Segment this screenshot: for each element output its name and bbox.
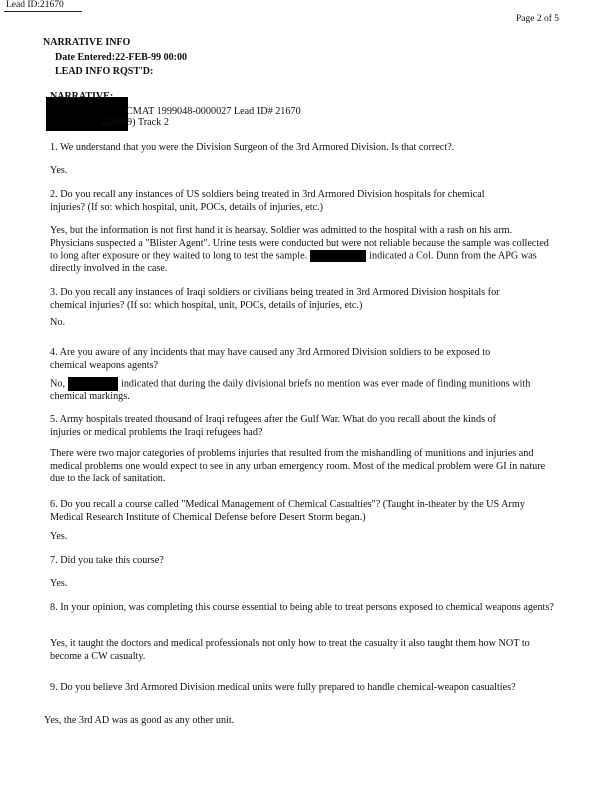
question-8: 8. In your opinion, was completing this course essential to being able to treat persons exposed to chemical weapons agents? [50,602,554,613]
answer-4-text: indicated that during the daily divisional briefs no mention was ever made of finding munitions with chemical markings. [50,378,531,402]
question-6: 6. Do you recall a course called "Medical Management of Chemical Casualties"? (Taught in-theater by the US Army Medical Research Institute of Chemical Defense before Desert Storm began.) [50,499,525,523]
lead-info-requested: LEAD INFO RQST'D: [55,66,154,77]
answer-1: Yes. [50,165,68,176]
answer-3: No. [50,317,65,328]
lead-id-label: Lead ID:21670 [6,0,64,10]
answer-4 [50,377,550,404]
answer-2-text: Yes, but the information is not first hand it is hearsay. Soldier was admitted to the hospital with a rash on his arm. Physicians suspected a "Blister Agent". Urine tests were conducted but were not reliable because the sample was collected to long after exposure or they waited to long to test the sample. [50,225,549,262]
answer-9: Yes, the 3rd AD was as good as any other unit. [44,715,235,726]
page-number: Page 2 of 5 [516,14,560,24]
question-7: 7. Did you take this course? [50,555,164,566]
answer-2-tail: indicated a Col. Dunn from the APG was directly involved in the case. [50,250,537,274]
redaction-block [86,103,122,113]
answer-4-head: No, [50,378,65,390]
track-line: 2/20/99) Track 2 [101,117,169,128]
narrative-info-title: NARRATIVE INFO [43,37,131,48]
answer-5: There were two major categories of problems injuries that resulted from the mishandling of munitions and injuries and medical problems one would expect to see in any urban emergency room. Most of the medical problem were GI in nature due to the lack of sanitation. [50,448,546,484]
question-3: 3. Do you recall any instances of Iraqi soldiers or civilians being treated in 3rd Armored Division hospitals for chemical injuries? (If so: which hospital, unit, POCs, details of injuries, etc.) [50,287,500,311]
answer-6: Yes. [50,531,68,542]
question-5: 5. Army hospitals treated thousand of Iraqi refugees after the Gulf War. What do you recall about the kinds of injuries or medical problems the Iraqi refugees had? [50,414,497,438]
answer-2 [50,225,556,275]
question-1: 1. We understand that you were the Division Surgeon of the 3rd Armored Division. Is that correct?. [50,142,455,153]
date-entered: Date Entered:22-FEB-99 00:00 [55,52,188,63]
answer-7: Yes. [50,578,68,589]
redaction-block [68,377,118,391]
answer-8: Yes, it taught the doctors and medical professionals not only how to treat the casualty it also taught them how NOT to become a CW casualty. [50,638,530,662]
question-4: 4. Are you aware of any incidents that may have caused any 3rd Armored Division soldiers to be exposed to chemical weapons agents? [50,347,491,371]
question-2: 2. Do you recall any instances of US soldiers being treated in 3rd Armored Division hospitals for chemical injuries? (If so: which hospital, unit, POCs, details of injuries, etc.) [50,189,485,213]
redaction-block [310,250,366,262]
cmat-line: CMAT 1999048-0000027 Lead ID# 21670 [126,106,301,117]
question-9: 9. Do you believe 3rd Armored Division medical units were fully prepared to handle chemical-weapon casualties? [50,682,516,693]
